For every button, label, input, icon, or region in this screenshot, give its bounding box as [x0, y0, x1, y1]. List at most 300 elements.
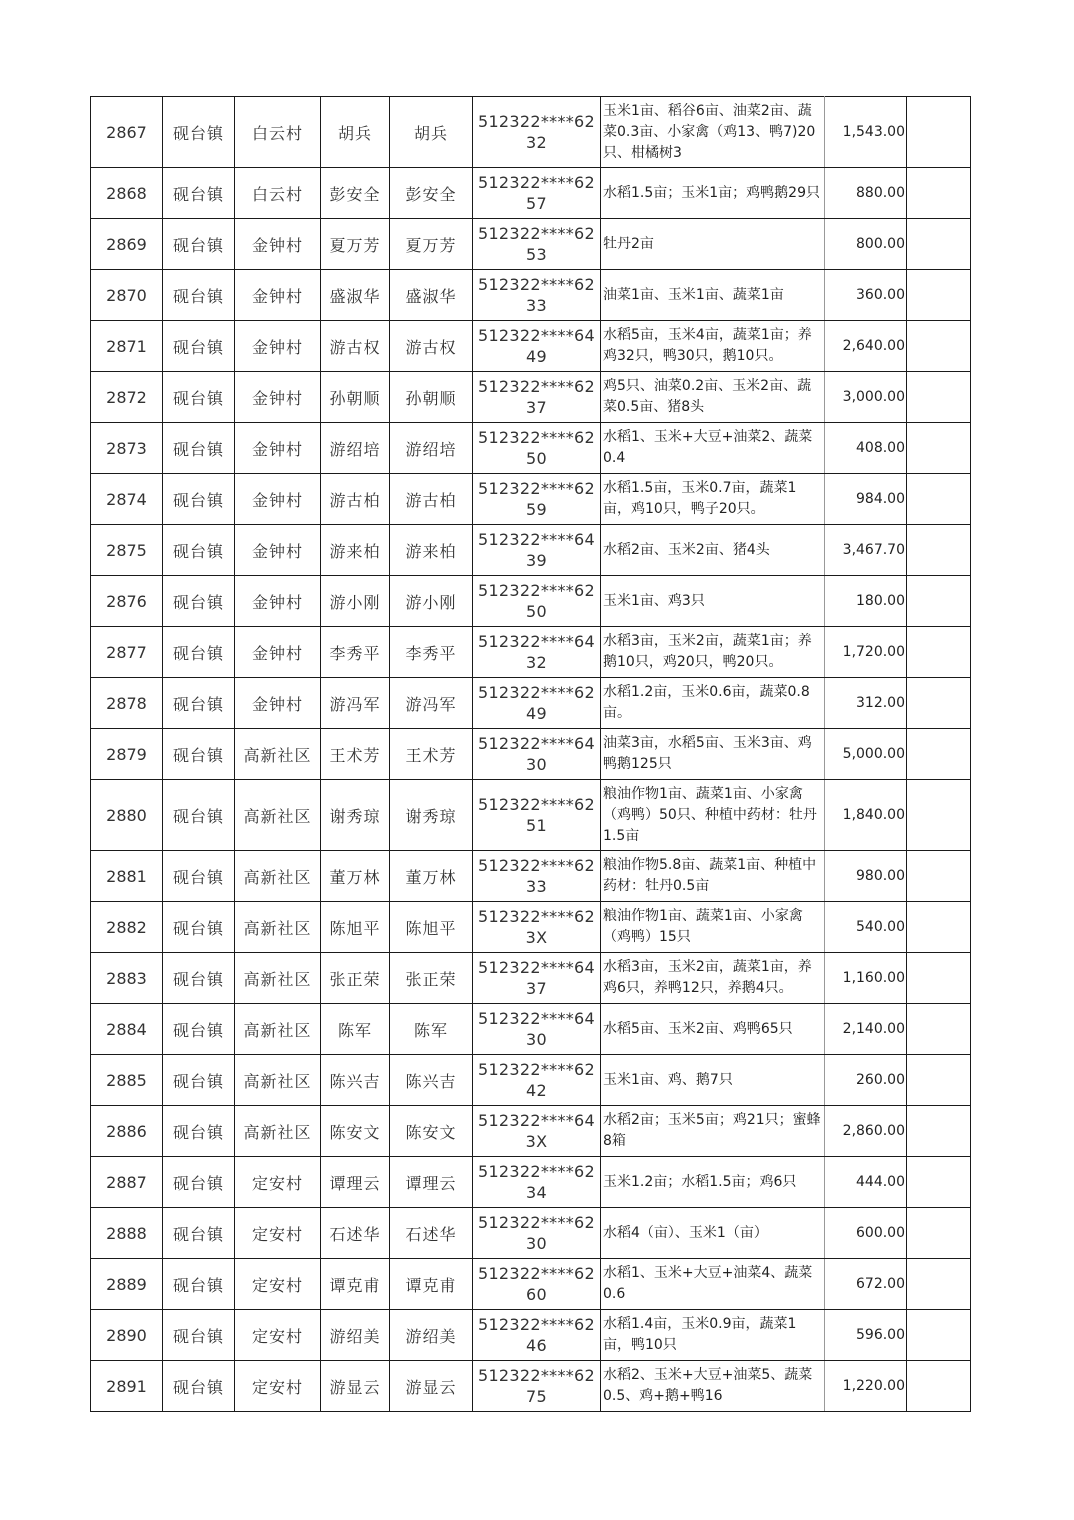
id-number-cell [473, 219, 601, 270]
row-number-cell: 2890 [91, 1310, 163, 1361]
village-cell: 高新社区 [235, 1004, 321, 1055]
id-number-top: 512322****62 [477, 1315, 596, 1334]
payee-name-cell: 游小刚 [390, 576, 473, 627]
note-cell [907, 1055, 971, 1106]
village-cell: 金钟村 [235, 627, 321, 678]
subsidy-table-body [91, 97, 971, 1412]
id-number-top: 512322****64 [477, 326, 596, 345]
table-row [91, 474, 971, 525]
name-cell: 张正荣 [321, 953, 390, 1004]
village-cell: 定安村 [235, 1361, 321, 1412]
production-description-cell: 牡丹2亩 [601, 219, 825, 270]
town-cell: 砚台镇 [163, 902, 235, 953]
name-cell: 孙朝顺 [321, 372, 390, 423]
table-row [91, 525, 971, 576]
name-cell: 游绍培 [321, 423, 390, 474]
id-number-cell [473, 1361, 601, 1412]
production-description-cell: 水稻1、玉米+大豆+油菜4、蔬菜0.6 [601, 1259, 825, 1310]
town-cell: 砚台镇 [163, 1157, 235, 1208]
row-number-cell: 2871 [91, 321, 163, 372]
town-cell: 砚台镇 [163, 474, 235, 525]
id-number-top: 512322****64 [477, 530, 596, 549]
town-cell: 砚台镇 [163, 729, 235, 780]
table-row [91, 372, 971, 423]
village-cell: 白云村 [235, 97, 321, 168]
id-number-bottom: 34 [526, 1183, 547, 1202]
town-cell: 砚台镇 [163, 1361, 235, 1412]
row-number-cell: 2867 [91, 97, 163, 168]
amount-cell: 5,000.00 [825, 729, 907, 780]
village-cell: 高新社区 [235, 902, 321, 953]
village-cell: 金钟村 [235, 219, 321, 270]
id-number-bottom: 3X [525, 1132, 548, 1151]
table-row [91, 168, 971, 219]
note-cell [907, 270, 971, 321]
id-number-cell [473, 1004, 601, 1055]
production-description-cell: 水稻4（亩）、玉米1（亩） [601, 1208, 825, 1259]
id-number-top: 512322****62 [477, 1162, 596, 1181]
table-row [91, 1361, 971, 1412]
note-cell [907, 729, 971, 780]
id-number-cell [473, 1208, 601, 1259]
name-cell: 游绍美 [321, 1310, 390, 1361]
production-description-cell: 水稻2亩、玉米2亩、猪4头 [601, 525, 825, 576]
id-number-top: 512322****62 [477, 907, 596, 926]
table-row [91, 851, 971, 902]
row-number-cell: 2884 [91, 1004, 163, 1055]
payee-name-cell: 游显云 [390, 1361, 473, 1412]
name-cell: 谭克甫 [321, 1259, 390, 1310]
id-number-top: 512322****64 [477, 1111, 596, 1130]
name-cell: 游小刚 [321, 576, 390, 627]
town-cell: 砚台镇 [163, 1106, 235, 1157]
table-row [91, 678, 971, 729]
name-cell: 王术芳 [321, 729, 390, 780]
table-row [91, 1106, 971, 1157]
table-row [91, 780, 971, 851]
row-number-cell: 2875 [91, 525, 163, 576]
row-number-cell: 2885 [91, 1055, 163, 1106]
id-number-top: 512322****62 [477, 224, 596, 243]
village-cell: 定安村 [235, 1310, 321, 1361]
note-cell [907, 902, 971, 953]
id-number-cell [473, 780, 601, 851]
amount-cell: 260.00 [825, 1055, 907, 1106]
village-cell: 高新社区 [235, 851, 321, 902]
id-number-cell [473, 902, 601, 953]
production-description-cell: 玉米1亩、鸡3只 [601, 576, 825, 627]
payee-name-cell: 谭克甫 [390, 1259, 473, 1310]
table-row [91, 729, 971, 780]
id-number-bottom: 33 [526, 877, 547, 896]
production-description-cell: 水稻5亩，玉米4亩，蔬菜1亩；养鸡32只，鸭30只，鹅10只。 [601, 321, 825, 372]
table-row [91, 270, 971, 321]
table-row [91, 953, 971, 1004]
town-cell: 砚台镇 [163, 678, 235, 729]
row-number-cell: 2877 [91, 627, 163, 678]
id-number-cell [473, 423, 601, 474]
village-cell: 高新社区 [235, 953, 321, 1004]
name-cell: 陈旭平 [321, 902, 390, 953]
id-number-cell [473, 372, 601, 423]
id-number-bottom: 49 [526, 347, 547, 366]
row-number-cell: 2879 [91, 729, 163, 780]
id-number-top: 512322****62 [477, 173, 596, 192]
note-cell [907, 372, 971, 423]
row-number-cell: 2887 [91, 1157, 163, 1208]
id-number-cell [473, 678, 601, 729]
village-cell: 金钟村 [235, 372, 321, 423]
table-row [91, 1004, 971, 1055]
id-number-bottom: 32 [526, 653, 547, 672]
id-number-bottom: 59 [526, 500, 547, 519]
name-cell: 胡兵 [321, 97, 390, 168]
id-number-top: 512322****64 [477, 632, 596, 651]
production-description-cell: 水稻1.5亩，玉米0.7亩，蔬菜1亩，鸡10只，鸭子20只。 [601, 474, 825, 525]
production-description-cell: 水稻1.5亩；玉米1亩；鸡鸭鹅29只 [601, 168, 825, 219]
id-number-top: 512322****64 [477, 958, 596, 977]
id-number-top: 512322****62 [477, 1213, 596, 1232]
payee-name-cell: 陈旭平 [390, 902, 473, 953]
town-cell: 砚台镇 [163, 851, 235, 902]
id-number-top: 512322****62 [477, 1264, 596, 1283]
name-cell: 游来柏 [321, 525, 390, 576]
amount-cell: 444.00 [825, 1157, 907, 1208]
production-description-cell: 水稻2、玉米+大豆+油菜5、蔬菜0.5、鸡+鹅+鸭16 [601, 1361, 825, 1412]
payee-name-cell: 游来柏 [390, 525, 473, 576]
row-number-cell: 2886 [91, 1106, 163, 1157]
note-cell [907, 1208, 971, 1259]
production-description-cell: 水稻5亩、玉米2亩、鸡鸭65只 [601, 1004, 825, 1055]
id-number-cell [473, 525, 601, 576]
id-number-bottom: 37 [526, 979, 547, 998]
id-number-bottom: 75 [526, 1387, 547, 1406]
note-cell [907, 678, 971, 729]
id-number-bottom: 49 [526, 704, 547, 723]
table-row [91, 1259, 971, 1310]
payee-name-cell: 游绍培 [390, 423, 473, 474]
amount-cell: 3,467.70 [825, 525, 907, 576]
id-number-bottom: 51 [526, 816, 547, 835]
amount-cell: 1,720.00 [825, 627, 907, 678]
amount-cell: 2,140.00 [825, 1004, 907, 1055]
note-cell [907, 851, 971, 902]
id-number-cell [473, 729, 601, 780]
village-cell: 金钟村 [235, 321, 321, 372]
name-cell: 游古柏 [321, 474, 390, 525]
payee-name-cell: 盛淑华 [390, 270, 473, 321]
row-number-cell: 2878 [91, 678, 163, 729]
id-number-bottom: 33 [526, 296, 547, 315]
town-cell: 砚台镇 [163, 219, 235, 270]
note-cell [907, 780, 971, 851]
town-cell: 砚台镇 [163, 1310, 235, 1361]
payee-name-cell: 王术芳 [390, 729, 473, 780]
amount-cell: 540.00 [825, 902, 907, 953]
payee-name-cell: 游古柏 [390, 474, 473, 525]
name-cell: 陈兴吉 [321, 1055, 390, 1106]
row-number-cell: 2868 [91, 168, 163, 219]
amount-cell: 800.00 [825, 219, 907, 270]
amount-cell: 600.00 [825, 1208, 907, 1259]
name-cell: 游冯军 [321, 678, 390, 729]
note-cell [907, 1157, 971, 1208]
payee-name-cell: 谢秀琼 [390, 780, 473, 851]
table-row [91, 219, 971, 270]
amount-cell: 596.00 [825, 1310, 907, 1361]
town-cell: 砚台镇 [163, 780, 235, 851]
id-number-bottom: 42 [526, 1081, 547, 1100]
town-cell: 砚台镇 [163, 270, 235, 321]
name-cell: 盛淑华 [321, 270, 390, 321]
payee-name-cell: 石述华 [390, 1208, 473, 1259]
id-number-top: 512322****64 [477, 1009, 596, 1028]
id-number-cell [473, 168, 601, 219]
note-cell [907, 1004, 971, 1055]
name-cell: 谭理云 [321, 1157, 390, 1208]
table-row [91, 1310, 971, 1361]
production-description-cell: 玉米1.2亩；水稻1.5亩；鸡6只 [601, 1157, 825, 1208]
id-number-cell [473, 321, 601, 372]
production-description-cell: 油菜3亩，水稻5亩、玉米3亩、鸡鸭鹅125只 [601, 729, 825, 780]
town-cell: 砚台镇 [163, 1055, 235, 1106]
amount-cell: 3,000.00 [825, 372, 907, 423]
name-cell: 游古权 [321, 321, 390, 372]
row-number-cell: 2876 [91, 576, 163, 627]
note-cell [907, 474, 971, 525]
subsidy-table-sheet [90, 96, 971, 1412]
table-row [91, 1208, 971, 1259]
production-description-cell: 粮油作物5.8亩、蔬菜1亩、种植中药材：牡丹0.5亩 [601, 851, 825, 902]
production-description-cell: 水稻3亩，玉米2亩，蔬菜1亩；养鹅10只，鸡20只，鸭20只。 [601, 627, 825, 678]
village-cell: 高新社区 [235, 1055, 321, 1106]
note-cell [907, 1310, 971, 1361]
table-row [91, 97, 971, 168]
payee-name-cell: 游古权 [390, 321, 473, 372]
id-number-cell [473, 97, 601, 168]
id-number-top: 512322****62 [477, 683, 596, 702]
note-cell [907, 321, 971, 372]
id-number-cell [473, 953, 601, 1004]
amount-cell: 2,640.00 [825, 321, 907, 372]
id-number-top: 512322****62 [477, 1060, 596, 1079]
payee-name-cell: 彭安全 [390, 168, 473, 219]
note-cell [907, 97, 971, 168]
row-number-cell: 2870 [91, 270, 163, 321]
id-number-top: 512322****62 [477, 856, 596, 875]
payee-name-cell: 孙朝顺 [390, 372, 473, 423]
payee-name-cell: 夏万芳 [390, 219, 473, 270]
row-number-cell: 2883 [91, 953, 163, 1004]
id-number-bottom: 39 [526, 551, 547, 570]
production-description-cell: 粮油作物1亩、蔬菜1亩、小家禽（鸡鸭）50只、种植中药材：牡丹1.5亩 [601, 780, 825, 851]
id-number-bottom: 57 [526, 194, 547, 213]
town-cell: 砚台镇 [163, 321, 235, 372]
id-number-top: 512322****62 [477, 1366, 596, 1385]
note-cell [907, 219, 971, 270]
village-cell: 定安村 [235, 1157, 321, 1208]
row-number-cell: 2873 [91, 423, 163, 474]
payee-name-cell: 陈兴吉 [390, 1055, 473, 1106]
town-cell: 砚台镇 [163, 1208, 235, 1259]
row-number-cell: 2889 [91, 1259, 163, 1310]
id-number-cell [473, 1157, 601, 1208]
production-description-cell: 水稻1.4亩，玉米0.9亩，蔬菜1亩，鸭10只 [601, 1310, 825, 1361]
amount-cell: 1,840.00 [825, 780, 907, 851]
production-description-cell: 玉米1亩、稻谷6亩、油菜2亩、蔬菜0.3亩、小家禽（鸡13、鸭7)20只、柑橘树3 [601, 97, 825, 168]
town-cell: 砚台镇 [163, 627, 235, 678]
amount-cell: 408.00 [825, 423, 907, 474]
subsidy-table [90, 96, 971, 1412]
amount-cell: 1,543.00 [825, 97, 907, 168]
production-description-cell: 鸡5只、油菜0.2亩、玉米2亩、蔬菜0.5亩、猪8头 [601, 372, 825, 423]
row-number-cell: 2891 [91, 1361, 163, 1412]
note-cell [907, 627, 971, 678]
name-cell: 陈安文 [321, 1106, 390, 1157]
village-cell: 金钟村 [235, 423, 321, 474]
id-number-bottom: 32 [526, 133, 547, 152]
id-number-top: 512322****62 [477, 112, 596, 131]
village-cell: 金钟村 [235, 576, 321, 627]
payee-name-cell: 谭理云 [390, 1157, 473, 1208]
payee-name-cell: 陈军 [390, 1004, 473, 1055]
payee-name-cell: 胡兵 [390, 97, 473, 168]
id-number-cell [473, 851, 601, 902]
name-cell: 彭安全 [321, 168, 390, 219]
amount-cell: 880.00 [825, 168, 907, 219]
row-number-cell: 2888 [91, 1208, 163, 1259]
id-number-top: 512322****62 [477, 428, 596, 447]
town-cell: 砚台镇 [163, 525, 235, 576]
id-number-bottom: 50 [526, 602, 547, 621]
row-number-cell: 2872 [91, 372, 163, 423]
id-number-top: 512322****64 [477, 734, 596, 753]
note-cell [907, 168, 971, 219]
note-cell [907, 525, 971, 576]
village-cell: 定安村 [235, 1208, 321, 1259]
town-cell: 砚台镇 [163, 168, 235, 219]
row-number-cell: 2874 [91, 474, 163, 525]
town-cell: 砚台镇 [163, 1259, 235, 1310]
production-description-cell: 水稻1、玉米+大豆+油菜2、蔬菜0.4 [601, 423, 825, 474]
name-cell: 石述华 [321, 1208, 390, 1259]
id-number-bottom: 30 [526, 755, 547, 774]
village-cell: 金钟村 [235, 474, 321, 525]
production-description-cell: 玉米1亩、鸡、鹅7只 [601, 1055, 825, 1106]
name-cell: 游显云 [321, 1361, 390, 1412]
payee-name-cell: 董万林 [390, 851, 473, 902]
id-number-bottom: 30 [526, 1030, 547, 1049]
note-cell [907, 576, 971, 627]
name-cell: 董万林 [321, 851, 390, 902]
row-number-cell: 2869 [91, 219, 163, 270]
id-number-cell [473, 1310, 601, 1361]
note-cell [907, 423, 971, 474]
id-number-cell [473, 576, 601, 627]
village-cell: 金钟村 [235, 525, 321, 576]
table-row [91, 423, 971, 474]
id-number-top: 512322****62 [477, 479, 596, 498]
payee-name-cell: 陈安文 [390, 1106, 473, 1157]
name-cell: 陈军 [321, 1004, 390, 1055]
id-number-top: 512322****62 [477, 581, 596, 600]
amount-cell: 2,860.00 [825, 1106, 907, 1157]
id-number-cell [473, 627, 601, 678]
production-description-cell: 油菜1亩、玉米1亩、蔬菜1亩 [601, 270, 825, 321]
production-description-cell: 粮油作物1亩、蔬菜1亩、小家禽（鸡鸭）15只 [601, 902, 825, 953]
amount-cell: 312.00 [825, 678, 907, 729]
id-number-cell [473, 474, 601, 525]
town-cell: 砚台镇 [163, 576, 235, 627]
id-number-top: 512322****62 [477, 377, 596, 396]
id-number-top: 512322****62 [477, 275, 596, 294]
amount-cell: 984.00 [825, 474, 907, 525]
payee-name-cell: 张正荣 [390, 953, 473, 1004]
id-number-bottom: 60 [526, 1285, 547, 1304]
id-number-bottom: 46 [526, 1336, 547, 1355]
id-number-bottom: 53 [526, 245, 547, 264]
note-cell [907, 1361, 971, 1412]
village-cell: 高新社区 [235, 1106, 321, 1157]
row-number-cell: 2882 [91, 902, 163, 953]
row-number-cell: 2880 [91, 780, 163, 851]
production-description-cell: 水稻1.2亩，玉米0.6亩，蔬菜0.8亩。 [601, 678, 825, 729]
table-row [91, 902, 971, 953]
note-cell [907, 1259, 971, 1310]
village-cell: 高新社区 [235, 729, 321, 780]
id-number-cell [473, 1055, 601, 1106]
id-number-top: 512322****62 [477, 795, 596, 814]
name-cell: 李秀平 [321, 627, 390, 678]
note-cell [907, 1106, 971, 1157]
table-row [91, 627, 971, 678]
village-cell: 金钟村 [235, 270, 321, 321]
village-cell: 定安村 [235, 1259, 321, 1310]
town-cell: 砚台镇 [163, 1004, 235, 1055]
village-cell: 白云村 [235, 168, 321, 219]
town-cell: 砚台镇 [163, 953, 235, 1004]
payee-name-cell: 游绍美 [390, 1310, 473, 1361]
note-cell [907, 953, 971, 1004]
id-number-cell [473, 1259, 601, 1310]
table-row [91, 321, 971, 372]
name-cell: 夏万芳 [321, 219, 390, 270]
payee-name-cell: 游冯军 [390, 678, 473, 729]
id-number-bottom: 37 [526, 398, 547, 417]
name-cell: 谢秀琼 [321, 780, 390, 851]
amount-cell: 980.00 [825, 851, 907, 902]
amount-cell: 360.00 [825, 270, 907, 321]
town-cell: 砚台镇 [163, 372, 235, 423]
amount-cell: 1,220.00 [825, 1361, 907, 1412]
production-description-cell: 水稻3亩，玉米2亩，蔬菜1亩，养鸡6只，养鸭12只，养鹅4只。 [601, 953, 825, 1004]
table-row [91, 576, 971, 627]
amount-cell: 672.00 [825, 1259, 907, 1310]
table-row [91, 1055, 971, 1106]
id-number-cell [473, 270, 601, 321]
production-description-cell: 水稻2亩；玉米5亩；鸡21只；蜜蜂8箱 [601, 1106, 825, 1157]
village-cell: 高新社区 [235, 780, 321, 851]
id-number-bottom: 30 [526, 1234, 547, 1253]
village-cell: 金钟村 [235, 678, 321, 729]
table-row [91, 1157, 971, 1208]
row-number-cell: 2881 [91, 851, 163, 902]
amount-cell: 180.00 [825, 576, 907, 627]
id-number-bottom: 50 [526, 449, 547, 468]
town-cell: 砚台镇 [163, 423, 235, 474]
payee-name-cell: 李秀平 [390, 627, 473, 678]
id-number-bottom: 3X [525, 928, 548, 947]
